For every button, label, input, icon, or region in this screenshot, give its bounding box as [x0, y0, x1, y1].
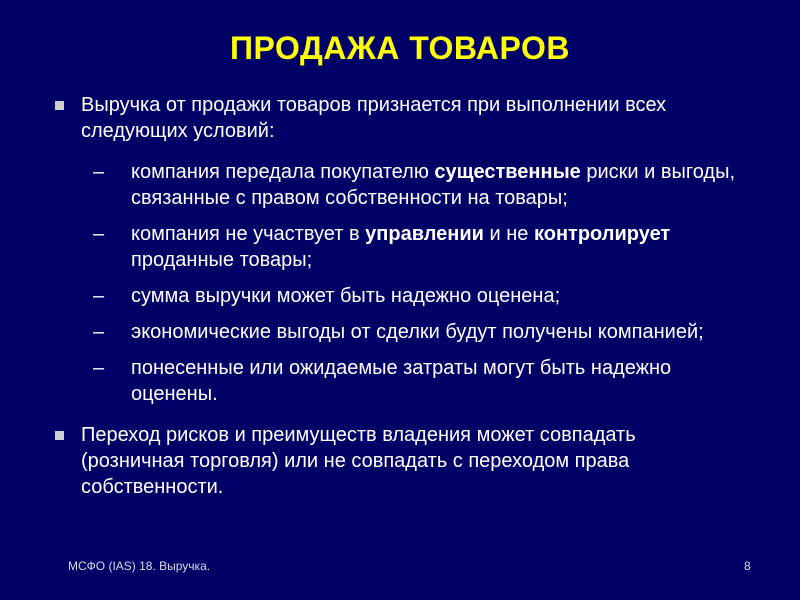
sub-item-costs: [0, 355, 746, 407]
dash-icon: –: [93, 161, 105, 183]
sub-item-bold: управлении: [365, 223, 484, 245]
sub-item-measurement: [0, 283, 746, 309]
sub-item-risks: [0, 159, 746, 211]
sub-item-text: понесенные или ожидаемые затраты могут быть надежно оценены.: [131, 357, 672, 405]
sub-item-control: [0, 221, 746, 273]
sub-item-text: компания передала покупателю: [131, 161, 435, 183]
sub-item-text: риски и выгоды, связанные с правом собственности на товары;: [131, 161, 735, 209]
dash-icon: –: [93, 321, 105, 343]
sub-item-text: и не: [483, 223, 534, 245]
bullet-risk-transfer: [0, 422, 736, 500]
bullet-text: Выручка от продажи товаров признается при выполнении всех следующих условий:: [81, 94, 667, 142]
footer-text: МСФО (IAS) 18. Выручка.: [68, 559, 211, 573]
sub-item-bold: контролирует: [533, 223, 671, 245]
slide-title: ПРОДАЖА ТОВАРОВ: [230, 30, 570, 66]
sub-item-text: экономические выгоды от сделки будут получены компанией;: [131, 321, 704, 343]
sub-item-text: проданные товары;: [131, 249, 313, 271]
sub-item-text: сумма выручки может быть надежно оценена;: [131, 285, 561, 307]
bullet-revenue-conditions: [0, 92, 736, 144]
bullet-text: Переход рисков и преимуществ владения может совпадать (розничная торговля) или не совпадать с переходом права собственности.: [81, 424, 636, 498]
sub-item-text: компания не участвует в: [131, 223, 366, 245]
dash-icon: –: [93, 223, 105, 245]
square-bullet-icon: [55, 101, 64, 110]
square-bullet-icon: [55, 431, 64, 440]
slide-body: [0, 92, 800, 500]
dash-icon: –: [93, 285, 105, 307]
sub-item-benefits: [0, 319, 746, 345]
page-number: 8: [744, 559, 751, 573]
sub-item-bold: существенные: [434, 161, 581, 183]
dash-icon: –: [93, 357, 105, 379]
